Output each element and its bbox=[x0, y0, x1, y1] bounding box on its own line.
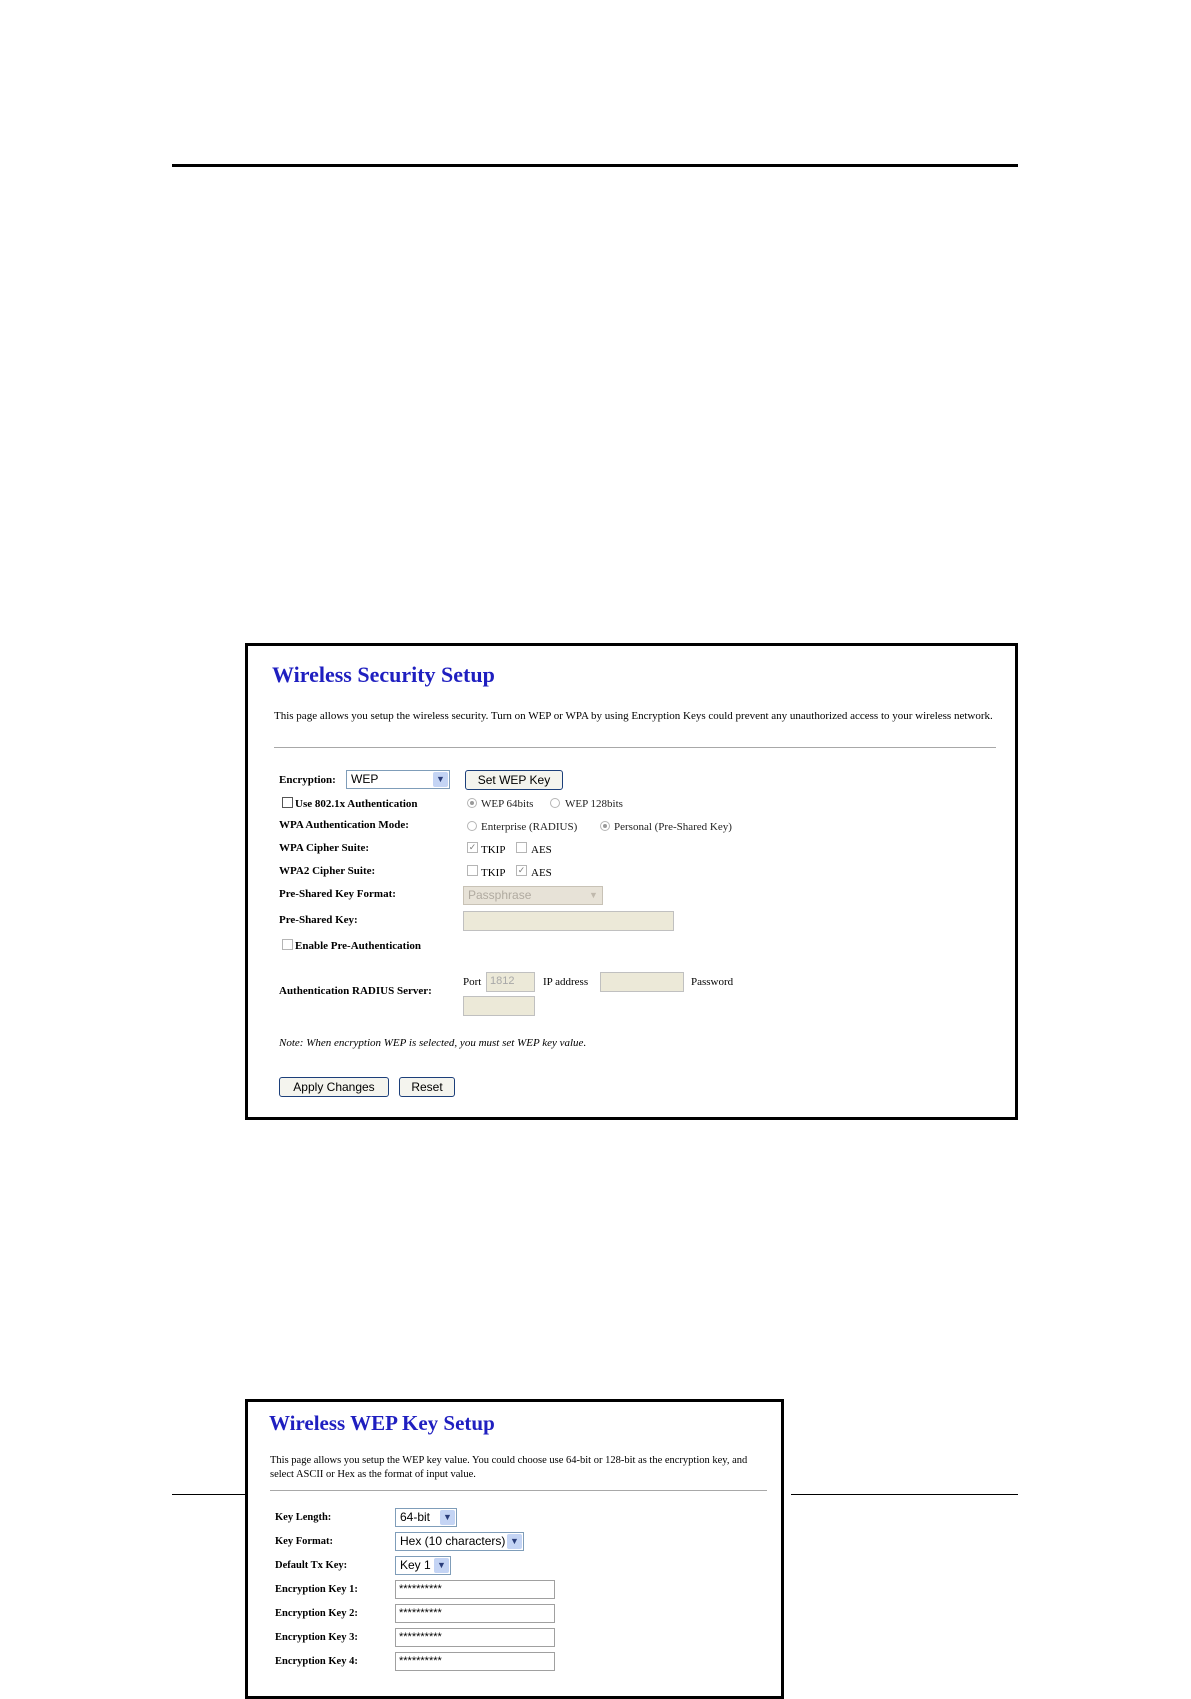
default-tx-key-select[interactable] bbox=[395, 1556, 451, 1575]
wep-page-title: Wireless WEP Key Setup bbox=[269, 1411, 495, 1435]
key-format-label: Key Format: bbox=[275, 1536, 334, 1547]
page-description: This page allows you setup the wireless security. Turn on WEP or WPA by using Encryption Keys could prevent any unauthorized access to your wireless network. bbox=[274, 710, 993, 722]
psk-label: Pre-Shared Key: bbox=[279, 914, 358, 926]
encryption-label: Encryption: bbox=[279, 774, 336, 786]
psk-format-label: Pre-Shared Key Format: bbox=[279, 888, 396, 900]
chevron-down-icon: ▼ bbox=[440, 1510, 455, 1525]
chevron-down-icon: ▼ bbox=[507, 1534, 522, 1549]
encryption-key-1-input[interactable]: ********** bbox=[395, 1580, 555, 1599]
wpa-tkip-label: TKIP bbox=[481, 844, 506, 856]
ip-address-label: IP address bbox=[543, 976, 589, 988]
encryption-key-2-input[interactable]: ********** bbox=[395, 1604, 555, 1623]
wep-page-description: This page allows you setup the WEP key value. You could choose use 64-bit or 128-bit as the encryption key, and select ASCII or Hex as the format of input value. bbox=[270, 1455, 748, 1480]
encryption-key-2-label: Encryption Key 2: bbox=[275, 1608, 358, 1619]
wireless-security-panel bbox=[245, 643, 1018, 1120]
enterprise-radio[interactable] bbox=[467, 821, 477, 831]
encryption-key-4-label: Encryption Key 4: bbox=[275, 1656, 358, 1667]
wpa-aes-checkbox[interactable] bbox=[516, 842, 527, 853]
encryption-key-3-label: Encryption Key 3: bbox=[275, 1632, 358, 1643]
wep-note: Note: When encryption WEP is selected, you must set WEP key value. bbox=[279, 1037, 587, 1049]
page-bottom-rule-right bbox=[791, 1494, 1018, 1495]
key-length-value: 64-bit bbox=[400, 1510, 431, 1524]
encryption-value: WEP bbox=[351, 772, 379, 786]
wpa-cipher-label: WPA Cipher Suite: bbox=[279, 842, 370, 854]
page-title: Wireless Security Setup bbox=[272, 662, 495, 687]
pre-auth-checkbox[interactable] bbox=[282, 939, 293, 950]
key-length-label: Key Length: bbox=[275, 1512, 332, 1523]
page-bottom-rule-left bbox=[172, 1494, 245, 1495]
wep-key-panel bbox=[245, 1399, 784, 1699]
wep-divider bbox=[270, 1490, 767, 1491]
wep64-label: WEP 64bits bbox=[481, 798, 534, 810]
encryption-key-3-input[interactable]: ********** bbox=[395, 1628, 555, 1647]
page-top-rule bbox=[172, 164, 1018, 167]
enterprise-label: Enterprise (RADIUS) bbox=[481, 821, 578, 833]
wpa2-aes-label: AES bbox=[531, 867, 552, 879]
wpa-tkip-checkbox[interactable] bbox=[467, 842, 478, 853]
divider bbox=[274, 747, 996, 748]
psk-format-select[interactable] bbox=[463, 886, 603, 905]
check-icon: ✓ bbox=[517, 865, 526, 875]
wpa2-tkip-label: TKIP bbox=[481, 867, 506, 879]
default-tx-key-value: Key 1 bbox=[400, 1558, 431, 1572]
wep64-radio[interactable] bbox=[467, 798, 477, 808]
key-format-value: Hex (10 characters) bbox=[400, 1534, 506, 1548]
wpa-auth-mode-label: WPA Authentication Mode: bbox=[279, 819, 409, 831]
use-8021x-checkbox[interactable] bbox=[282, 797, 293, 808]
wpa2-aes-checkbox[interactable] bbox=[516, 865, 527, 876]
personal-label: Personal (Pre-Shared Key) bbox=[614, 821, 732, 833]
ip-address-input[interactable] bbox=[600, 972, 684, 992]
key-format-select[interactable] bbox=[395, 1532, 524, 1551]
pre-auth-label: Enable Pre-Authentication bbox=[295, 940, 421, 952]
port-label: Port bbox=[463, 976, 482, 988]
use-8021x-label: Use 802.1x Authentication bbox=[295, 798, 418, 810]
password-input[interactable] bbox=[463, 996, 535, 1016]
set-wep-key-button[interactable]: Set WEP Key bbox=[465, 770, 563, 790]
radius-label: Authentication RADIUS Server: bbox=[279, 985, 432, 997]
chevron-down-icon: ▼ bbox=[433, 772, 448, 787]
check-icon: ✓ bbox=[468, 842, 477, 852]
personal-radio[interactable] bbox=[600, 821, 610, 831]
wep128-label: WEP 128bits bbox=[565, 798, 623, 810]
port-input[interactable]: 1812 bbox=[486, 972, 535, 992]
wpa-aes-label: AES bbox=[531, 844, 552, 856]
encryption-key-4-input[interactable]: ********** bbox=[395, 1652, 555, 1671]
chevron-down-icon: ▼ bbox=[586, 888, 601, 903]
psk-input[interactable] bbox=[463, 911, 674, 931]
wep128-radio[interactable] bbox=[550, 798, 560, 808]
password-label: Password bbox=[691, 976, 734, 988]
reset-button[interactable]: Reset bbox=[399, 1077, 455, 1097]
encryption-key-1-label: Encryption Key 1: bbox=[275, 1584, 358, 1595]
encryption-select[interactable] bbox=[346, 770, 450, 789]
wpa2-tkip-checkbox[interactable] bbox=[467, 865, 478, 876]
wpa2-cipher-label: WPA2 Cipher Suite: bbox=[279, 865, 376, 877]
default-tx-key-label: Default Tx Key: bbox=[275, 1560, 348, 1571]
chevron-down-icon: ▼ bbox=[434, 1558, 449, 1573]
key-length-select[interactable] bbox=[395, 1508, 457, 1527]
apply-changes-button[interactable]: Apply Changes bbox=[279, 1077, 389, 1097]
psk-format-value: Passphrase bbox=[468, 888, 532, 902]
